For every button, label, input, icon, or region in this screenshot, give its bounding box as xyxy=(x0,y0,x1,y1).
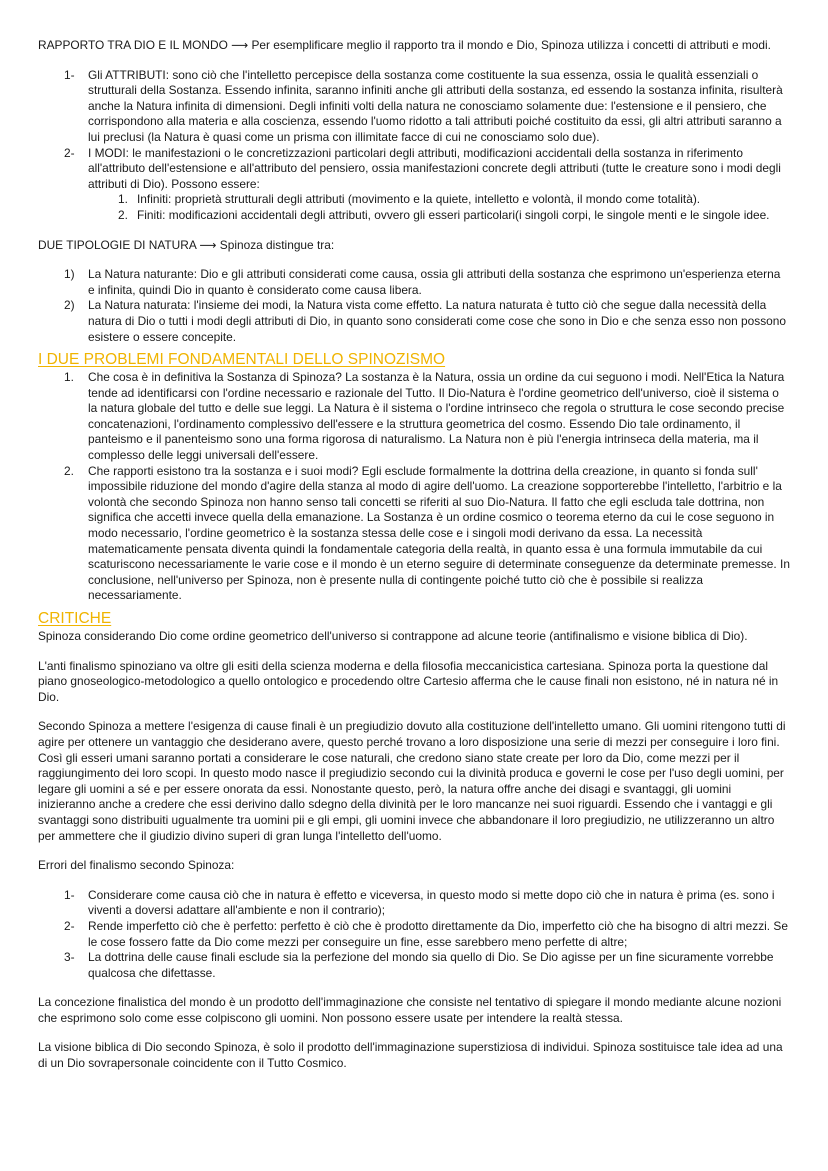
list-item-text: La Natura naturata: l'insieme dei modi, la Natura vista come effetto. La natura naturata è tutto ciò che segue dalla necessità della natura di Dio o tutti i modi degli attributi di Dio, in quanto sono considerati come cose che sono in Dio e che senza esso non possono esistere o essere concepite. xyxy=(88,298,786,344)
problemi-list xyxy=(38,370,790,604)
rapporto-intro: RAPPORTO TRA DIO E IL MONDO ⟶ Per esemplificare meglio il rapporto tra il mondo e Dio, Spinoza utilizza i concetti di attributi e modi. xyxy=(38,38,771,52)
list-item xyxy=(38,298,790,345)
list-item-text: Gli ATTRIBUTI: sono ciò che l'intelletto percepisce della sostanza come costituente la sua essenza, ossia le qualità essenziali o strutturali della Sostanza. Essendo infinita, saranno infiniti anche gli attributi della sostanza, ed essendo la sostanza infinita, risulterà anche la Natura infinita di dimensioni. Degli infiniti volti della natura ne conosciamo solamente due: l'estensione e il pensiero, che corrispondono alla materia e alla coscienza, essendo l'uomo ridotto a tali attributi poiché costituito da essi, gli altri attributi saranno a lui preclusi (la Natura è quasi come un prisma con illimitate facce di cui ne conosciamo solo due). xyxy=(88,67,783,144)
list-marker: 2- xyxy=(64,145,75,160)
natura-list xyxy=(38,267,790,345)
list-marker: 1. xyxy=(64,370,74,385)
list-marker: 2) xyxy=(64,298,75,313)
list-item-text: La Natura naturante: Dio e gli attributi considerati come causa, ossia gli attributi della sostanza che esprimono un'esperienza eterna e infinita, quindi Dio in quanto è considerato come causa libera. xyxy=(88,267,781,297)
list-item xyxy=(38,370,790,464)
errori-list xyxy=(38,888,790,982)
section-heading-critiche: CRITICHE xyxy=(38,610,112,627)
list-marker: 1) xyxy=(64,267,75,282)
critiche-paragraph: Spinoza considerando Dio come ordine geometrico dell'universo si contrappone ad alcune teorie (antifinalismo e visione biblica di Dio). xyxy=(38,629,748,643)
section-heading-problemi: I DUE PROBLEMI FONDAMENTALI DELLO SPINOZISMO xyxy=(38,351,446,369)
list-item-text: La dottrina delle cause finali esclude sia la perfezione del mondo sia quello di Dio. Se Dio agisse per un fine sicuramente vorrebbe qualcosa che difettasse. xyxy=(88,950,774,980)
list-item-text: Infiniti: proprietà strutturali degli attributi (movimento e la quiete, intelletto e volontà, il mondo come totalità). xyxy=(137,192,701,207)
critiche-paragraph: La visione biblica di Dio secondo Spinoza, è solo il prodotto dell'immaginazione superstiziosa di individui. Spinoza sostituisce tale idea ad una di un Dio sovrapersonale coincidente con il Tutto Cosmico. xyxy=(38,1040,783,1071)
list-item-text: Che cosa è in definitiva la Sostanza di Spinoza? La sostanza è la Natura, ossia un ordine da cui seguono i modi. Nell'Etica la Natura tende ad identificarsi con l'ordine necessario e razionale del Tutto. Il Dio-Natura è l'ordine geometrico dell'universo, cioè il sistema o la natura globale del tutto e delle sue leggi. La Natura è il sistema o l'ordine intrinseco che regola o struttura le cose secondo precise concatenazioni, l'ordinamento complessivo dell'essere e la struttura geometrica del cosmo. Essendo Dio tale ordinamento, il panteismo e il panenteismo sono una forma rigorosa di naturalismo. La Natura non è più l'energia intrinseca della materia, ma il complesso delle leggi universali dell'essere. xyxy=(88,370,785,463)
list-item xyxy=(38,146,790,224)
list-marker: 1- xyxy=(64,887,75,902)
list-item xyxy=(38,68,790,146)
list-item-text: Rende imperfetto ciò che è perfetto: perfetto è ciò che è prodotto direttamente da Dio, imperfetto ciò che ha bisogno di altri mezzi. Se le cose fossero fatte da Dio come mezzi per conseguire un fine, esse sarebbero meno perfette di altre; xyxy=(88,918,788,949)
list-marker: 2. xyxy=(64,463,74,478)
rapporto-list xyxy=(38,68,790,224)
critiche-paragraph: La concezione finalistica del mondo è un prodotto dell'immaginazione che consiste nel tentativo di spiegare il mondo mediante alcune nozioni che esprimono solo come esse colpiscono gli uomini. Non possono essere usate per intendere la realtà stessa. xyxy=(38,995,782,1025)
list-marker: 1- xyxy=(64,67,75,82)
list-item-text: Che rapporti esistono tra la sostanza e i suoi modi? Egli esclude formalmente la dottrina della creazione, in quanto si fonda sull' impossibile riduzione del mondo d'agire della stanza al modo di agire dell'uomo. La creazione sopporterebbe l'intelletto, l'arbitrio e la volontà che secondo Spinoza non hanno senso tali concetti se riferiti al suo Dio-Natura. Il fatto che egli escluda tale dottrina, non significa che accetti invece quella della emanazione. La Sostanza è un ordine cosmico o teorema eterno da cui le cose seguono in modo necessario, l'ordine geometrico è la sostanza stessa delle cose e i singoli modi derivano da essa. La necessità matematicamente pensata diventa quindi la fondamentale categoria della realtà, in quanto essa è una formula immutabile da cui scaturiscono necessariamente le varie cose e il mondo è un eterno seguire di determinate conseguenze da determinate premesse. In conclusione, nell'universo per Spinoza, non è presente nulla di contingente poiché tutto ciò che è possibile si realizza necessariamente. xyxy=(88,463,790,603)
list-marker: 3- xyxy=(64,950,75,965)
critiche-paragraph: L'anti finalismo spinoziano va oltre gli esiti della scienza moderna e della filosofia meccanicistica cartesiana. Spinoza porta la questione dal piano gnoseologico-metodologico a quello ontologico e procedendo oltre Cartesio afferma che le cause finali non esistono, né in natura né in Dio. xyxy=(38,658,779,704)
list-item xyxy=(38,919,790,950)
list-item xyxy=(38,267,790,298)
list-item xyxy=(38,464,790,604)
list-item-text: Considerare come causa ciò che in natura è effetto e viceversa, in questo modo si mette dopo ciò che in natura è prima (es. sono i viventi a doversi adattare all'ambiente e non il contrario); xyxy=(88,887,775,918)
natura-intro: DUE TIPOLOGIE DI NATURA ⟶ Spinoza distingue tra: xyxy=(38,237,335,252)
list-marker: 1. xyxy=(118,192,128,207)
modi-sublist xyxy=(38,192,790,223)
list-item-text: I MODI: le manifestazioni o le concretizzazioni particolari degli attributi, modificazioni accidentali della sostanza in riferimento all'attributo dell'estensione e all'attributo del pensiero, ossia manifestazioni concrete degli attributi (tutte le creature sono i modi degli attributi di Dio). Possono essere: xyxy=(88,145,781,191)
sublist-item xyxy=(38,208,790,224)
list-marker: 2. xyxy=(118,207,128,222)
list-item xyxy=(38,888,790,919)
critiche-paragraph: Secondo Spinoza a mettere l'esigenza di cause finali è un pregiudizio dovuto alla costituzione dell'intelletto umano. Gli uomini ritengono tutti di agire per ottenere un vantaggio che desiderano avere, questo perché trovano a loro disposizione una serie di mezzi per conseguire i loro fini. Così gli esseri umani saranno portati a considerare le cose naturali, che credono siano state create per loro da Dio, come mezzi per il raggiungimento dei loro scopi. In questo modo nasce il pregiudizio secondo cui la divinità produca e governi le cose per l'uso degli uomini, per legare gli uomini a sé e per essere onorata da essi. Nonostante questo, però, la natura offre anche dei disagi e svantaggi, gli uomini inizieranno anche a credere che essi derivino dallo sdegno della divinità per le loro mancanze nei suoi riguardi. Essendo che i vantaggi e gli svantaggi sono distribuiti ugualmente tra uomini pii e gli empi, gli uomini invece che abbandonare il loro pregiudizio, ne utilizzeranno un altro per ammettere che il giudizio divino superi di gran lunga l'intelletto dell'uomo. xyxy=(38,719,786,843)
list-marker: 2- xyxy=(64,918,75,933)
document-page xyxy=(38,38,790,1072)
errori-intro: Errori del finalismo secondo Spinoza: xyxy=(38,858,235,873)
sublist-item xyxy=(38,192,790,208)
list-item xyxy=(38,950,790,981)
list-item-text: Finiti: modificazioni accidentali degli attributi, ovvero gli esseri particolari(i singoli corpi, le singole menti e le singole idee. xyxy=(137,207,770,222)
